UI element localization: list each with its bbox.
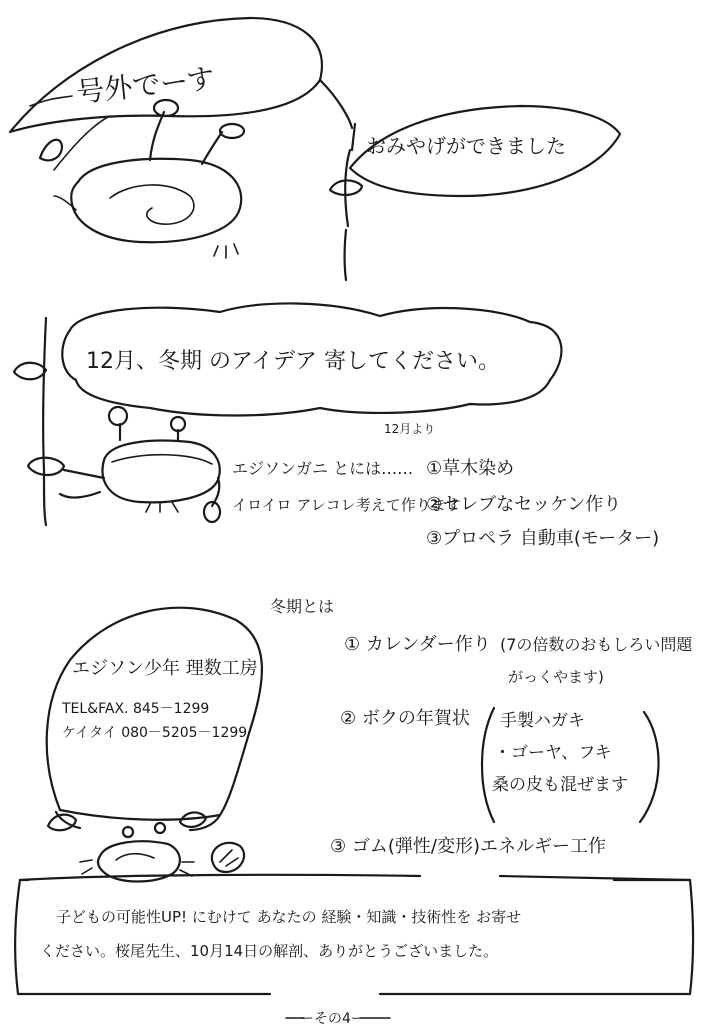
crab-intro: エジソンガニ とには…… (232, 459, 414, 478)
shop-mobile: ケイタイ 080－5205－1299 (62, 725, 248, 741)
small-crab-illustration (80, 823, 244, 882)
gogai-title: 号外でーす (74, 61, 217, 110)
date-note: 12月より (384, 422, 436, 436)
page-label: ーその4ー (300, 1011, 365, 1027)
calendar-item: ① カレンダー作り (344, 634, 491, 655)
nengajo-detail-3: 桑の皮も混ぜます (492, 775, 628, 795)
crab-illustration (28, 407, 220, 522)
snail-illustration (40, 100, 244, 258)
omiyage-caption: おみやげができました (366, 134, 566, 158)
idea-item-3: ③プロペラ 自動車(モーター) (426, 528, 660, 549)
crab-sub: イロイロ アレコレ考えて作ります (232, 496, 461, 514)
speech-bubble-illustration (47, 608, 262, 831)
nengajo-item: ② ボクの年賀状 (340, 708, 470, 729)
shop-tel: TEL&FAX. 845－1299 (62, 701, 210, 717)
footer-message-1: 子どもの可能性UP! にむけて あなたの 経験・知識・技術性を お寄せ (56, 908, 522, 926)
winter-idea-banner: 12月、冬期 のアイデア 寄してください。 (86, 349, 501, 374)
nengajo-detail-1: 手製ハガキ (500, 711, 585, 731)
footer-message-2: ください。桜尾先生、10月14日の解剖、ありがとうございました。 (40, 942, 499, 960)
winter-term-heading: 冬期とは (270, 597, 335, 616)
calendar-detail-2: がっくやます) (508, 668, 604, 686)
rubber-item: ③ ゴム(弾性/変形)エネルギー工作 (330, 836, 606, 857)
idea-item-1: ①草木染め (426, 458, 515, 479)
nengajo-detail-2: ・ゴーヤ、フキ (494, 743, 612, 763)
idea-item-2: ②セレブなセッケン作り (426, 494, 622, 515)
shop-name: エジソン少年 理数工房 (72, 658, 258, 679)
calendar-detail: (7の倍数のおもしろい問題 (500, 635, 693, 654)
